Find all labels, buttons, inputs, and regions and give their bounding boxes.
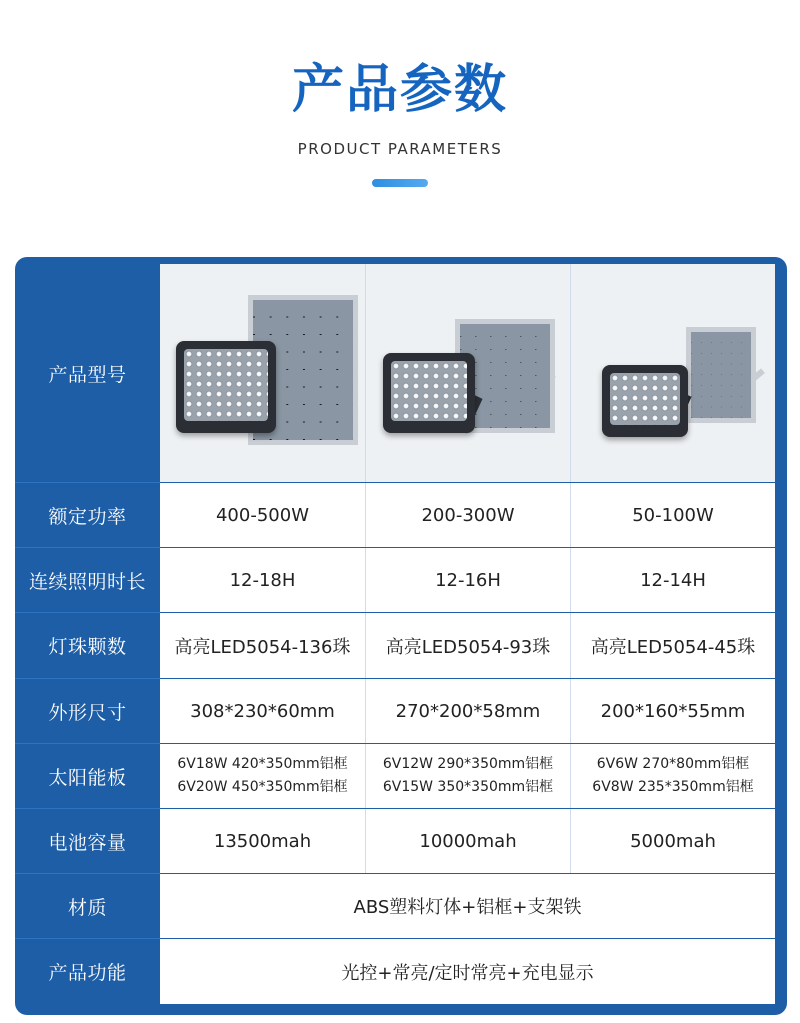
table-row-dimensions (15, 679, 787, 744)
table-row-power (15, 483, 787, 548)
table-cell: 200-300W (365, 483, 570, 547)
table-row-duration (15, 548, 787, 613)
row-label-solar-panel: 太阳能板 (15, 744, 160, 809)
row-label-material: 材质 (15, 874, 160, 939)
table-cell: ABS塑料灯体+铝框+支架铁 (353, 897, 582, 918)
table-row-solar-panel (15, 744, 787, 809)
solar-spec-line: 6V20W 450*350mm铝框 (177, 779, 348, 795)
table-cell: 高亮LED5054-45珠 (570, 613, 775, 678)
row-label-function: 产品功能 (48, 962, 127, 984)
row-label-power: 额定功率 (15, 483, 160, 548)
row-label-led-count: 灯珠颗数 (15, 613, 160, 679)
table-cell: 308*230*60mm (190, 700, 335, 722)
table-cell: 200*160*55mm (570, 679, 775, 743)
solar-spec-line: 6V15W 350*350mm铝框 (382, 779, 554, 795)
row-label-battery: 电池容量 (15, 809, 160, 874)
product-image-1 (160, 264, 365, 482)
table-cell (160, 744, 365, 808)
page-subtitle: PRODUCT PARAMETERS (297, 140, 503, 158)
row-label-dimensions: 外形尺寸 (15, 679, 160, 744)
table-cell: 高亮LED5054-93珠 (365, 613, 570, 678)
table-row-material (15, 874, 787, 939)
solar-spec-line: 6V18W 420*350mm铝框 (177, 756, 348, 772)
product-illustration-small (578, 283, 768, 463)
table-cell (570, 744, 775, 808)
table-row-model (15, 264, 787, 483)
table-cell: 高亮LED5054-136珠 (174, 636, 351, 658)
table-cell: 12-16H (365, 548, 570, 612)
product-illustration-large (168, 283, 358, 463)
table-row-led-count (15, 613, 787, 679)
table-cell: 270*200*58mm (365, 679, 570, 743)
page-title: 产品参数 (291, 60, 508, 120)
title-underline-bar (372, 179, 428, 187)
table-row-function (15, 939, 787, 1004)
table-cell (365, 744, 570, 808)
table-cell: 13500mah (213, 830, 312, 852)
parameters-table (15, 257, 787, 1015)
table-cell: 12-14H (570, 548, 775, 612)
row-cells-model (160, 264, 775, 483)
table-cell: 50-100W (570, 483, 775, 547)
product-image-2 (365, 264, 570, 482)
table-row-battery (15, 809, 787, 874)
table-cell: 10000mah (365, 809, 570, 873)
solar-spec-line: 6V8W 235*350mm铝框 (592, 779, 754, 795)
row-label-model: 产品型号 (15, 264, 160, 483)
product-illustration-medium (373, 283, 563, 463)
table-cell: 400-500W (215, 504, 309, 526)
table-cell: 12-18H (229, 569, 296, 591)
product-image-3 (570, 264, 775, 482)
page-header (0, 0, 800, 240)
table-cell: 5000mah (570, 809, 775, 873)
table-cell: 光控+常亮/定时常亮+充电显示 (341, 962, 594, 984)
solar-spec-line: 6V12W 290*350mm铝框 (382, 756, 554, 772)
solar-spec-line: 6V6W 270*80mm铝框 (596, 756, 750, 772)
row-label-duration: 连续照明时长 (15, 548, 160, 613)
